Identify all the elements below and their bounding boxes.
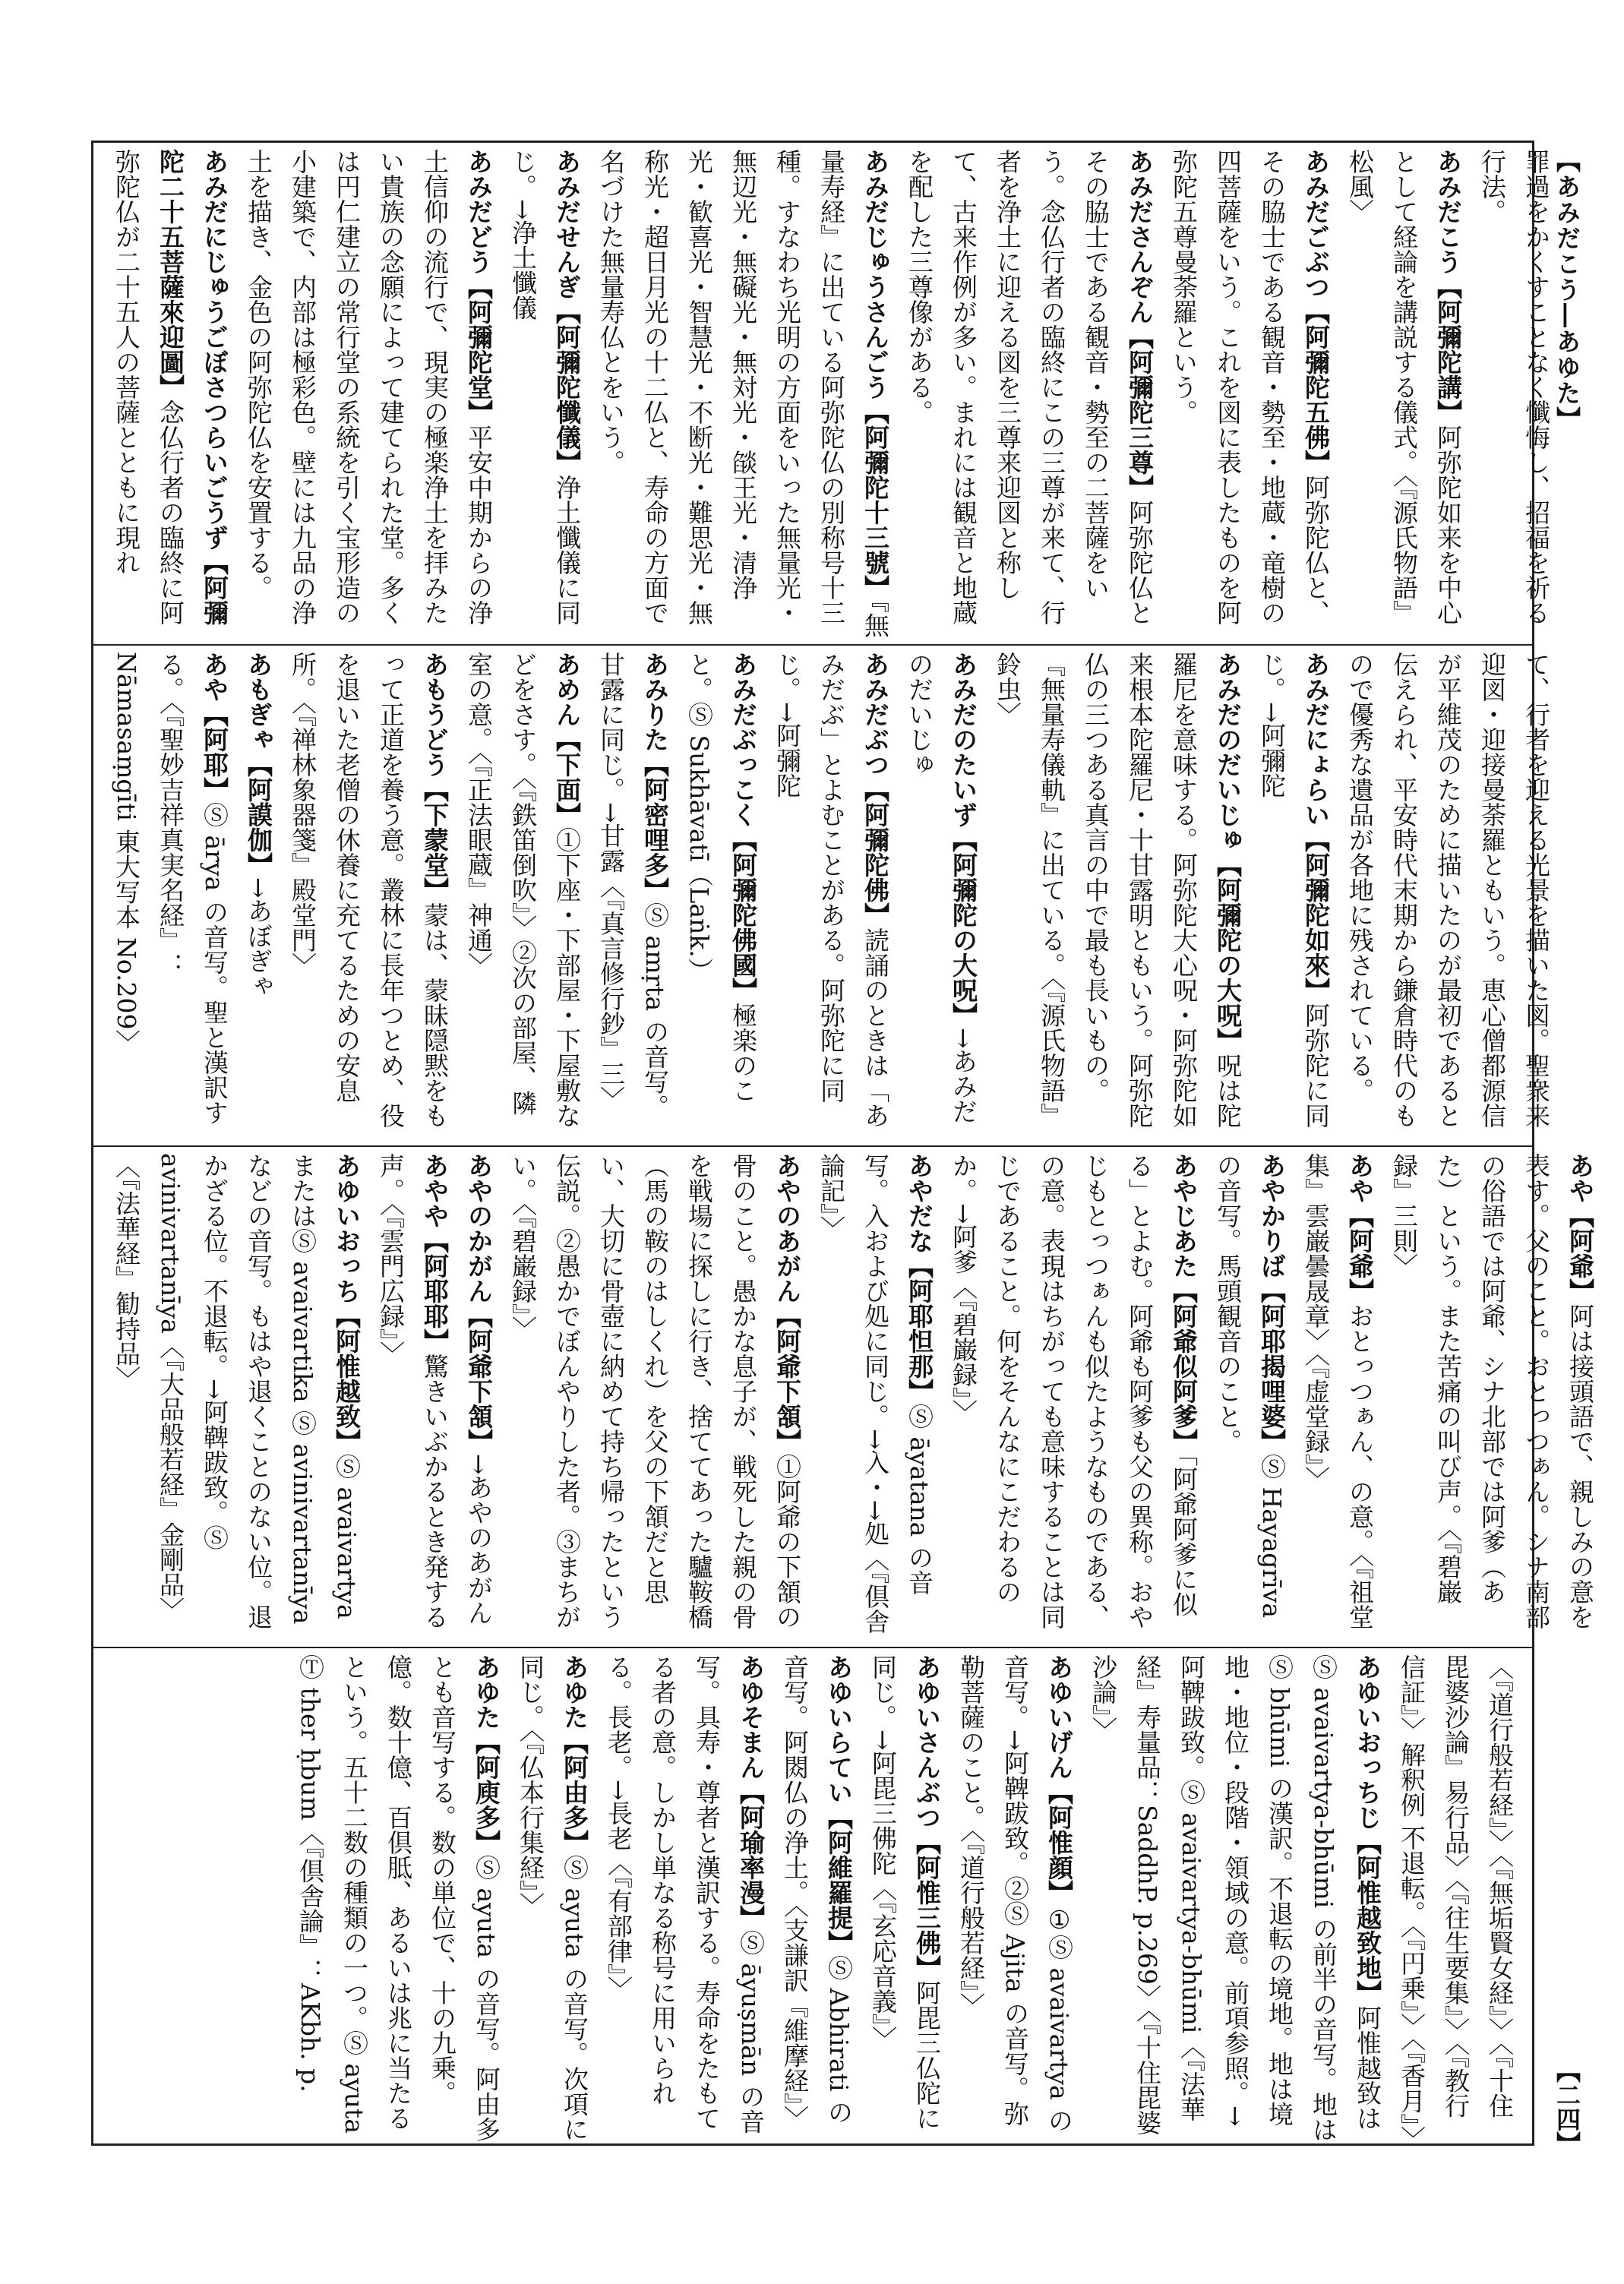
- entry-definition: Ⓢ ayuta の音写。次項に同じ。〈『仏本行集経』〉: [516, 1654, 589, 2142]
- entry-headword: あめん【下面】: [552, 652, 582, 827]
- dictionary-entry: [508, 149, 582, 625]
- entry-definition: 蒙は、蒙昧隠黙をもって正道を養う意。叢林に長年つとめ、役を退いた老僧の休養に充てるための安息所。〈『禅林象器箋』殿堂門〉: [288, 652, 450, 1128]
- page-number: 【二四】: [1553, 2058, 1581, 2156]
- entry-definition: 浄土懺儀に同じ。→浄土懺儀: [508, 149, 582, 625]
- dictionary-entry: [1301, 1153, 1375, 1629]
- entry-headword: あみだにじゅうごぼさつらいごうず【阿彌陀二十五菩薩來迎圖】: [156, 149, 229, 625]
- entry-headword: あやのあがん【阿爺下頷】: [773, 1153, 802, 1454]
- entry-definition: 罪過をかくすことなく懺悔し、招福を祈る行法。: [1477, 149, 1551, 625]
- dictionary-entry: [604, 1654, 766, 2134]
- dictionary-entry: [112, 149, 229, 625]
- dictionary-entry: [993, 652, 1243, 1128]
- dictionary-entry: [905, 149, 1155, 625]
- entry-definition: ①Ⓢ avaivartya の音写。→阿鞞跋致。②Ⓢ Ajita の音写。弥勒菩薩のこと。〈『道行般若経』〉: [956, 1654, 1074, 2134]
- entry-definition: 阿弥陀に同じ。→阿彌陀: [1257, 652, 1331, 1128]
- entry-definition: 阿惟越致はⓈ avaivartya-bhūmi の前半の音写。地はⓈ bhūmi の漢訳。不退転の境地。地は境地・地位・段階・領域の意。前項参照。→阿鞞跋致。Ⓢ avaivartya-bhūmi〈『法華経』寿量品：SaddhP. p.269〉〈『十住毘婆沙論』〉: [1088, 1654, 1382, 2142]
- dictionary-entry: [1345, 652, 1551, 1128]
- entry-definition: 平安中期からの浄土信仰の流行で、現実の極楽浄土を拝みたい貴族の念願によって建てられた堂。多くは円仁建立の常行堂の系統を引く宝形造の小建築で、内部は極彩色。壁には九品の浄土を描き、金色の阿弥陀仏を安置する。: [244, 149, 494, 625]
- entry-definition: 極楽のこと。Ⓢ Sukhāvatī（Laṅk.）: [684, 652, 758, 1103]
- entry-definition: 『無量寿経』に出ている阿弥陀仏の別称号十三種。すなわち光明の方面をいった無量光・無辺光・無礙光・無対光・燄王光・清浄光・歓喜光・智慧光・不断光・難思光・無称光・超日月光の十二仏と、寿命の方面で名づけた無量寿仏とをいう。: [596, 149, 890, 638]
- entry-headword: あみださんぞん【阿彌陀三尊】: [1125, 149, 1155, 500]
- entry-definition: 阿弥陀仏と、その脇士である観音・勢至・地蔵・竜樹の四菩薩をいう。これを図に表したものを阿弥陀五尊曼荼羅という。: [1169, 149, 1331, 625]
- dictionary-entry: [905, 652, 978, 1124]
- entry-headword: あや【阿耶】: [200, 652, 229, 802]
- dictionary-entry: [112, 652, 229, 1125]
- entry-headword: あみだのたいず【阿彌陀の大呪】: [949, 652, 978, 1028]
- text-tier-1: [93, 143, 1551, 644]
- entry-definition: 阿弥陀如来を中心として経論を講説する儀式。〈『源氏物語』松風〉: [1345, 149, 1463, 625]
- entry-headword: あゆた【阿庾多】: [472, 1654, 501, 1855]
- entry-definition: Ⓢ āyatana の音写。入および処に同じ。→入・→処〈『倶舎論記』〉: [817, 1153, 934, 1634]
- entry-definition: Ⓢ Hayagrīva の音写。馬頭観音のこと。: [1213, 1153, 1287, 1619]
- dictionary-entry: [464, 1153, 494, 1625]
- dictionary-entry: [1213, 1153, 1287, 1618]
- dictionary-entry: [949, 1153, 1199, 1629]
- text-tier-3: [93, 1145, 1595, 1647]
- entry-definition: 読誦のときは「あみだぶ」とよむことがある。阿弥陀に同じ。→阿彌陀: [773, 652, 890, 1128]
- entry-headword: あゆそまん【阿瑜率漫】: [736, 1654, 766, 1930]
- entry-definition: 〈『道行般若経』〉〈『無垢賢女経』〉〈『十住毘婆沙論』易行品〉〈『往生要集』〉〈『教行信証』〉解釈例 不退転。〈『円乗』〉〈『香月』〉: [1397, 1654, 1515, 2151]
- dictionary-entry: [1257, 652, 1331, 1128]
- dictionary-entry: [1389, 1153, 1595, 1629]
- entry-headword: あやのかがん【阿爺下頷】: [464, 1153, 494, 1454]
- text-tier-4: [93, 1647, 1532, 2151]
- entry-definition: ①阿爺の下頷の骨のこと。愚かな息子が、戦死した親の骨を戦場に探しに行き、捨ててあった驢鞍橋（馬の鞍のはしくれ）を父の下頷だと思い、大切に骨壺に納めて持ち帰ったという伝説。②愚かでぼんやりした者。③まちがい。〈『碧巌録』〉: [508, 1153, 802, 1629]
- entry-headword: あもぎゃ【阿謨伽】: [244, 652, 273, 877]
- entry-definition: 念仏行者の臨終に阿弥陀仏が二十五人の菩薩とともに現れ: [112, 149, 185, 625]
- entry-definition: Ⓢ ayuta の音写。阿由多とも音写する。数の単位で、十の九乗。億。数十億、百倶胝、あるいは兆に当たるという。五十二数の種類の一つ。Ⓢ ayuta Ⓣ ther ḥbum〈『倶舎論』：AKbh. p.: [295, 1654, 501, 2142]
- dictionary-entry: [596, 652, 670, 1120]
- entry-headword: あゆた【阿由多】: [560, 1654, 589, 1855]
- dictionary-entry: [1477, 149, 1551, 625]
- entry-definition: 呪は陀羅尼を意味する。阿弥陀大心呪・阿弥陀如来根本陀羅尼・十甘露明ともいう。阿弥陀仏の三つある真言の中で最も長いもの。『無量寿儀軌』に出ている。〈『源氏物語』鈴虫〉: [993, 652, 1243, 1128]
- entry-definition: Ⓢ amṛta の音写。甘露に同じ。→甘露〈『真言修行鈔』三〉: [596, 652, 670, 1120]
- entry-headword: あやじあた【阿爺似阿爹】: [1169, 1153, 1199, 1454]
- entry-definition: て、行者を迎える光景を描いた図。聖衆来迎図・迎接曼荼羅ともいう。恵心僧都源信が平維茂のために描いたのが最初であると伝えられ、平安時代末期から鎌倉時代のもので優秀な遺品が各地に残されている。: [1345, 652, 1551, 1128]
- dictionary-entry: [508, 1153, 802, 1629]
- entry-headword: あや【阿爺】: [1566, 1153, 1595, 1303]
- entry-headword: あもうどう【下蒙堂】: [420, 652, 450, 902]
- dictionary-entry: [1088, 1654, 1382, 2142]
- text-tier-2: [93, 644, 1551, 1145]
- entry-definition: おとっつぁん、の意。〈『祖堂集』雲巌曇晟章〉〈『虚堂録』〉: [1301, 1153, 1375, 1629]
- entry-headword: あやや【阿耶耶】: [420, 1153, 450, 1354]
- entry-headword: あみりた【阿密哩多】: [640, 652, 670, 902]
- entry-headword: あや【阿爺】: [1345, 1153, 1375, 1303]
- dictionary-entry: [244, 149, 494, 625]
- entry-definition: 驚きいぶかるとき発する声。〈『雲門広録』〉: [376, 1153, 450, 1629]
- entry-definition: 阿は接頭語で、親しみの意を表す。父のこと。おとっつぁん。シナ南部の俗語では阿爺、シナ北部では阿爹（あた）という。また苦痛の叫び声。〈『碧巌録』三則〉: [1389, 1153, 1595, 1629]
- entry-definition: 阿弥陀仏とその脇士である観音・勢至の二菩薩をいう。念仏行者の臨終にこの三尊が来て、行者を浄土に迎える図を三尊来迎図と称して、古来作例が多い。まれには観音と地蔵を配した三尊像がある。: [905, 149, 1155, 625]
- entry-definition: ①下座・下部屋・下屋敷などをさす。〈『鉄笛倒吹』〉②次の部屋、隣室の意。〈『正法眼蔵』神通〉: [464, 652, 582, 1128]
- entry-headword: あゆいおっちじ【阿惟越致地】: [1353, 1654, 1382, 2005]
- dictionary-entry: [516, 1654, 589, 2142]
- dictionary-entry: [868, 1654, 942, 2131]
- entry-headword: あやかりば【阿耶揭哩婆】: [1257, 1153, 1287, 1454]
- entry-definition: →あやのあがん: [464, 1454, 494, 1625]
- entry-headword: あみだぶつ【阿彌陀佛】: [861, 652, 890, 927]
- dictionary-entry: [1345, 149, 1463, 625]
- dictionary-entry: [376, 1153, 450, 1629]
- entry-headword: あゆいさんぶつ【阿惟三佛】: [912, 1654, 942, 1980]
- dictionary-entry: [1397, 1654, 1515, 2151]
- dictionary-entry: [780, 1654, 854, 2131]
- entry-definition: Ⓢ ārya の音写。聖と漢訳する。〈『聖妙吉祥真実名経』：Nāmasaṃgīti 東大写本 No.209〉: [112, 652, 229, 1125]
- dictionary-entry: [244, 652, 273, 999]
- dictionary-entry: [817, 1153, 934, 1634]
- entry-headword: あみだぶっこく【阿彌陀佛國】: [728, 652, 758, 1003]
- entry-headword: あみだせんぎ【阿彌陀懺儀】: [552, 149, 582, 475]
- dictionary-entry: [596, 149, 890, 638]
- dictionary-entry: [295, 1654, 501, 2142]
- dictionary-entry: [773, 652, 890, 1128]
- entry-headword: あゆいらてい【阿維羅提】: [824, 1654, 854, 1955]
- entry-headword: あみだこう【阿彌陀講】: [1433, 149, 1463, 425]
- page-header: 【あみだこう―あゆた】: [1553, 148, 1581, 432]
- dictionary-entry: [684, 652, 758, 1103]
- entry-definition: Ⓢ Abhirati の音写。阿閦仏の浄土。〈支謙訳『維摩経』〉: [780, 1654, 854, 2131]
- entry-definition: 「阿爺阿爹に似る」とよむ。阿爺も阿爹も父の異称。おやじもとっつぁんも似たようなものである、の意。表現はちがっても意味することは同じであること。何をそんなにこだわるのか。→阿爹〈『碧巌録』〉: [949, 1153, 1199, 1629]
- entry-headword: あゆいおっち【阿惟越致】: [332, 1153, 362, 1454]
- entry-headword: あゆいげん【阿惟顔】: [1044, 1654, 1074, 1905]
- entry-headword: あみだじゅうさんごう【阿彌陀十三號】: [861, 149, 890, 600]
- entry-headword: あみだのだいじゅ【阿彌陀の大呪】: [1213, 652, 1243, 1053]
- entry-definition: Ⓢ āyuṣmān の音写。具寿・尊者と漢訳する。寿命をたもてる者の意。しかし単なる称号に用いられる。長老。→長老〈『有部律』〉: [604, 1654, 766, 2134]
- entry-definition: Ⓢ avaivartya またはⓈ avaivartika Ⓢ avinivartanīya などの音写。もはや退くことのない位。退かざる位。不退転。→阿鞞跋致。Ⓢ avinivartanīya〈『大品般若経』金剛品〉〈『法華経』勧持品〉: [112, 1153, 362, 1629]
- dictionary-entry: [956, 1654, 1074, 2133]
- entry-headword: あみだにょらい【阿彌陀如來】: [1301, 652, 1331, 1003]
- entry-headword: あみだどう【阿彌陀堂】: [464, 149, 494, 425]
- entry-definition: →あぼぎゃ: [244, 877, 273, 999]
- entry-definition: →あみだのだいじゅ: [905, 652, 978, 1124]
- dictionary-entry: [464, 652, 582, 1128]
- entry-headword: あみだごぶつ【阿彌陀五佛】: [1301, 149, 1331, 475]
- dictionary-entry: [288, 652, 450, 1128]
- dictionary-entry: [1169, 149, 1331, 625]
- entry-headword: あやだな【阿耶怛那】: [905, 1153, 934, 1404]
- entry-definition: 阿毘三仏陀に同じ。→阿毘三佛陀〈『玄応音義』〉: [868, 1654, 942, 2131]
- dictionary-entry: [112, 1153, 362, 1629]
